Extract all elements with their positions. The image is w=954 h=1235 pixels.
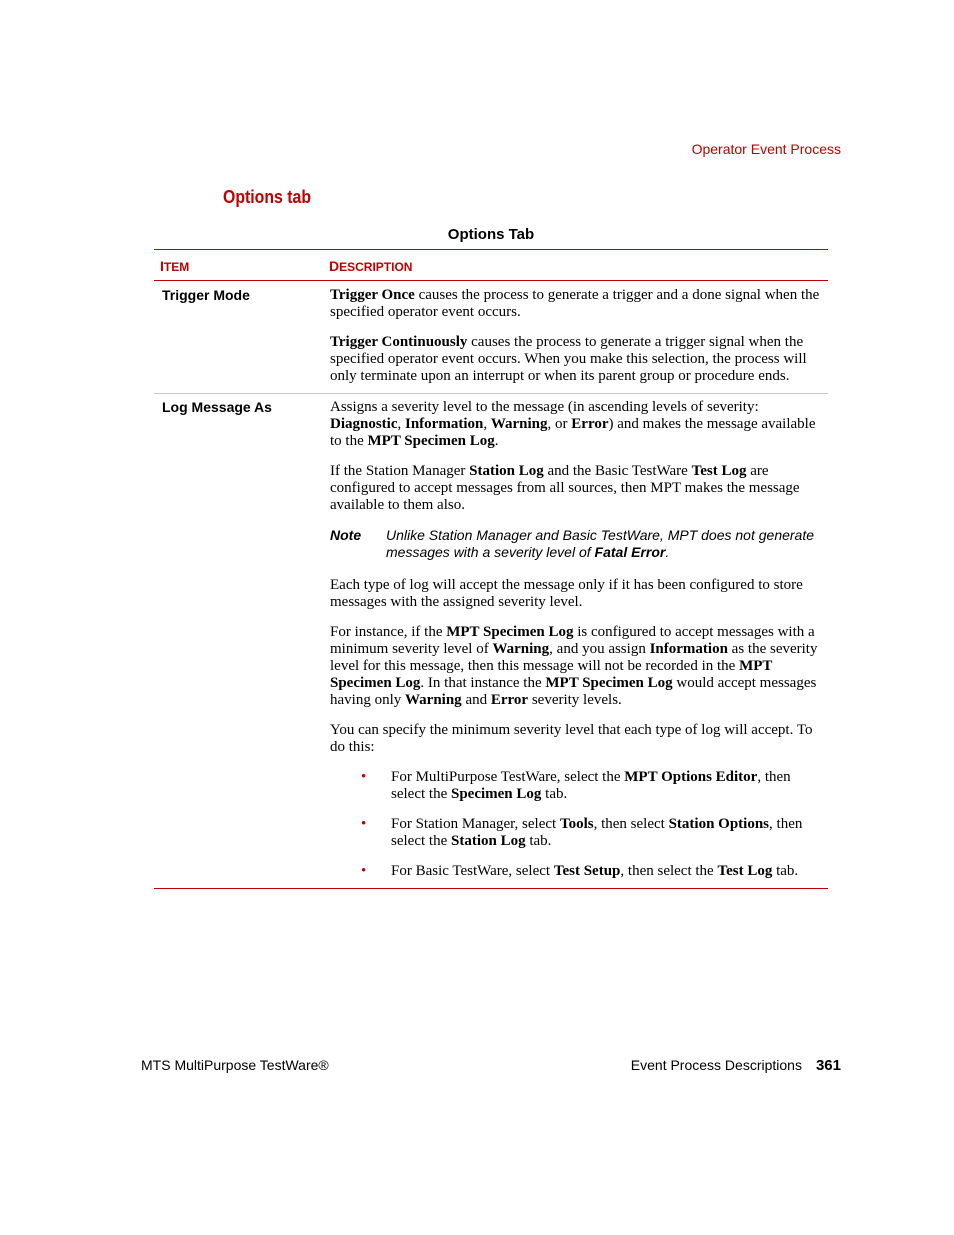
bullet-list <box>330 769 820 880</box>
section-title: Options tab <box>223 187 311 207</box>
description-paragraph: Trigger Continuously causes the process to generate a trigger signal when the specified operator event occurs. When you make this selection, the process will only terminate upon an interrupt or when its parent group or procedure ends. <box>330 334 807 384</box>
bullet-icon: • <box>361 816 367 832</box>
description-paragraph: You can specify the minimum severity level that each type of log will accept. To do this: <box>330 722 813 755</box>
row-description <box>330 281 828 393</box>
description-paragraph: Trigger Once causes the process to generate a trigger and a done signal when the specified operator event occurs. <box>330 287 820 320</box>
description-paragraph: For instance, if the MPT Specimen Log is configured to accept messages with a minimum severity level of Warning, and you assign Information as the severity level for this message, then this message will not be recorded in the MPT Specimen Log. In that instance the MPT Specimen Log would accept messages having only Warning and Error severity levels. <box>330 624 818 708</box>
note-block <box>330 527 820 561</box>
table-row <box>154 393 828 888</box>
bullet-icon: • <box>361 863 367 879</box>
footer-product-name: MTS MultiPurpose TestWare® <box>141 1057 329 1073</box>
list-item: • For Basic TestWare, select Test Setup, then select the Test Log tab. <box>361 863 799 879</box>
table-header <box>154 250 828 281</box>
options-table <box>154 249 828 889</box>
list-item: • For MultiPurpose TestWare, select the MPT Options Editor, then select the Specimen Log tab. <box>361 769 791 802</box>
footer-chapter-title: Event Process Descriptions <box>630 1057 802 1073</box>
list-item: • For Station Manager, select Tools, then select Station Options, then select the Station Log tab. <box>361 816 803 849</box>
description-paragraph: Assigns a severity level to the message (in ascending levels of severity: Diagnostic, Information, Warning, or Error) and makes the message available to the MPT Specimen Log. <box>330 399 816 449</box>
footer-chapter <box>631 1057 841 1074</box>
row-item-label: Trigger Mode <box>162 287 250 303</box>
bullet-icon: • <box>361 769 367 785</box>
note-label: Note <box>330 527 362 543</box>
running-head-title: Operator Event Process <box>691 141 841 157</box>
row-description <box>330 394 828 888</box>
column-header-item: ITEM <box>160 258 190 274</box>
row-item-label: Log Message As <box>162 399 272 415</box>
description-paragraph: If the Station Manager Station Log and the Basic TestWare Test Log are configured to accept messages from all sources, then MPT makes the message available to them also. <box>330 463 800 513</box>
table-caption: Options Tab <box>447 226 535 243</box>
table-row <box>154 281 828 393</box>
description-paragraph: Each type of log will accept the message only if it has been configured to store messages with the assigned severity level. <box>330 577 803 610</box>
note-text: Unlike Station Manager and Basic TestWare, MPT does not generate messages with a severity level of Fatal Error. <box>386 527 815 560</box>
page-number: 361 <box>815 1057 841 1074</box>
column-header-description: DESCRIPTION <box>329 258 413 274</box>
